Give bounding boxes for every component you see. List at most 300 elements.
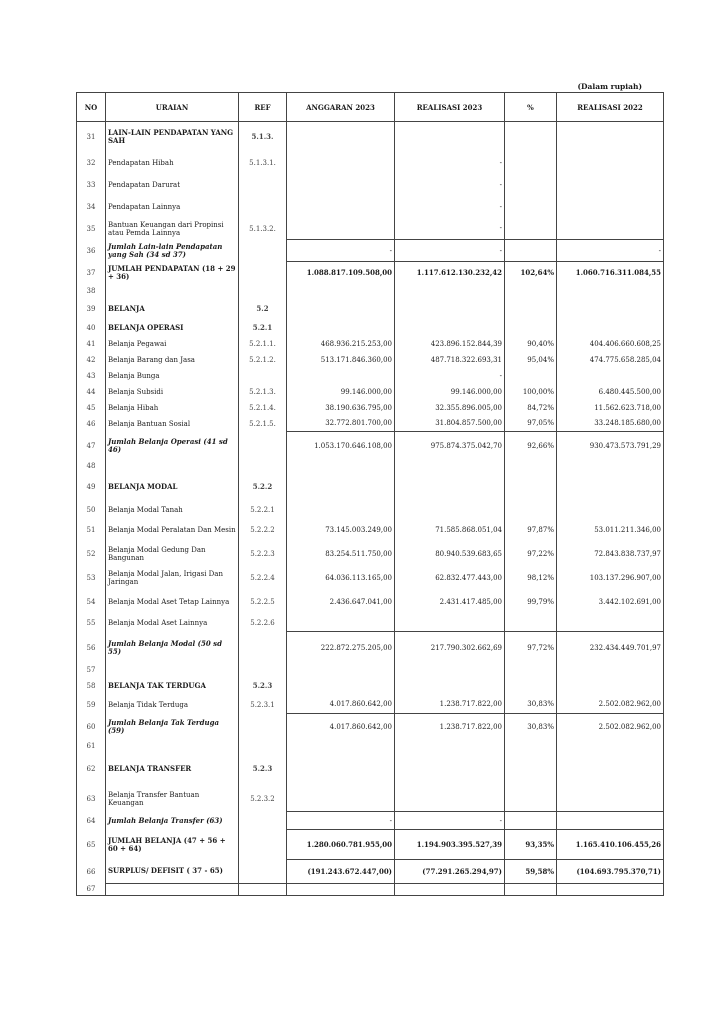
percentage-value (505, 460, 557, 472)
row-number: 34 (77, 196, 106, 218)
table-row (77, 860, 664, 884)
realization-2023-value (395, 284, 505, 298)
row-number: 45 (77, 400, 106, 416)
percentage-value (505, 284, 557, 298)
row-description: Jumlah Belanja Tak Terduga (59) (106, 714, 239, 740)
row-reference: 5.1.3.1. (239, 152, 287, 174)
row-number: 37 (77, 262, 106, 284)
row-description: Belanja Barang dan Jasa (106, 352, 239, 368)
row-number: 62 (77, 752, 106, 786)
row-reference: 5.2.3 (239, 752, 287, 786)
table-row (77, 614, 664, 632)
realization-2022-value: 11.562.623.718,00 (557, 400, 664, 416)
row-reference: 5.2.2.4 (239, 566, 287, 590)
budget-2023-value (287, 786, 395, 812)
table-row (77, 122, 664, 152)
row-number: 35 (77, 218, 106, 240)
row-number: 60 (77, 714, 106, 740)
budget-2023-value: - (287, 240, 395, 262)
row-reference (239, 368, 287, 384)
realization-2022-value (557, 502, 664, 518)
percentage-value: 30,83% (505, 714, 557, 740)
row-description: Belanja Modal Peralatan Dan Mesin (106, 518, 239, 542)
percentage-value: 97,22% (505, 542, 557, 566)
col-realisasi-header: REALISASI 2023 (395, 93, 505, 122)
table-row (77, 812, 664, 830)
table-row (77, 196, 664, 218)
row-number: 66 (77, 860, 106, 884)
realization-2022-value (557, 196, 664, 218)
row-number: 32 (77, 152, 106, 174)
row-number: 52 (77, 542, 106, 566)
row-reference: 5.2.1.5. (239, 416, 287, 432)
realization-2023-value: - (395, 152, 505, 174)
row-description: Belanja Transfer Bantuan Keuangan (106, 786, 239, 812)
realization-2022-value: 103.137.296.907,00 (557, 566, 664, 590)
row-reference: 5.2.2.6 (239, 614, 287, 632)
row-description: Jumlah Belanja Transfer (63) (106, 812, 239, 830)
table-row (77, 174, 664, 196)
row-reference: 5.2.2.3 (239, 542, 287, 566)
row-number: 65 (77, 830, 106, 860)
realization-2023-value (395, 122, 505, 152)
percentage-value (505, 740, 557, 752)
budget-2023-value: 468.936.215.253,00 (287, 336, 395, 352)
row-description: Pendapatan Lainnya (106, 196, 239, 218)
realization-2022-value (557, 752, 664, 786)
table-row (77, 240, 664, 262)
row-description: JUMLAH PENDAPATAN (18 + 29 + 36) (106, 262, 239, 284)
table-header (77, 93, 664, 122)
row-number: 55 (77, 614, 106, 632)
percentage-value (505, 884, 557, 896)
percentage-value (505, 786, 557, 812)
unit-note: (Dalam rupiah) (577, 82, 642, 91)
row-reference: 5.2.2 (239, 472, 287, 502)
budget-2023-value (287, 614, 395, 632)
table-row (77, 320, 664, 336)
realization-2022-value: 72.843.838.737,97 (557, 542, 664, 566)
realization-2023-value: - (395, 240, 505, 262)
table-row (77, 460, 664, 472)
row-description (106, 460, 239, 472)
row-number: 39 (77, 298, 106, 320)
row-number: 50 (77, 502, 106, 518)
realization-2023-value: - (395, 812, 505, 830)
row-number: 64 (77, 812, 106, 830)
row-reference (239, 240, 287, 262)
realization-2022-value: (104.693.795.370,71) (557, 860, 664, 884)
realization-2023-value (395, 884, 505, 896)
row-description: BELANJA MODAL (106, 472, 239, 502)
realization-2023-value (395, 752, 505, 786)
row-description: LAIN-LAIN PENDAPATAN YANG SAH (106, 122, 239, 152)
budget-2023-value: 99.146.000,00 (287, 384, 395, 400)
row-reference: 5.2.2.1 (239, 502, 287, 518)
table-row (77, 786, 664, 812)
row-number: 42 (77, 352, 106, 368)
table-row (77, 384, 664, 400)
realization-2023-value: 487.718.322.693,31 (395, 352, 505, 368)
table-row (77, 502, 664, 518)
row-reference (239, 460, 287, 472)
row-description: Belanja Modal Aset Lainnya (106, 614, 239, 632)
realization-2023-value (395, 786, 505, 812)
budget-realization-table (76, 92, 664, 896)
budget-2023-value (287, 122, 395, 152)
row-description (106, 284, 239, 298)
percentage-value (505, 752, 557, 786)
row-reference: 5.2.3 (239, 676, 287, 696)
row-reference (239, 812, 287, 830)
row-reference (239, 284, 287, 298)
budget-2023-value: (191.243.672.447,00) (287, 860, 395, 884)
row-reference (239, 196, 287, 218)
realization-2022-value (557, 368, 664, 384)
realization-2022-value (557, 218, 664, 240)
row-number: 36 (77, 240, 106, 262)
realization-2023-value: 1.238.717.822,00 (395, 696, 505, 714)
budget-2023-value: 32.772.801.700,00 (287, 416, 395, 432)
table-row (77, 298, 664, 320)
row-description: Belanja Hibah (106, 400, 239, 416)
percentage-value: 90,40% (505, 336, 557, 352)
row-description: Belanja Bantuan Sosial (106, 416, 239, 432)
row-reference (239, 174, 287, 196)
row-description (106, 664, 239, 676)
budget-2023-value: 2.436.647.041,00 (287, 590, 395, 614)
percentage-value (505, 614, 557, 632)
row-description: Bantuan Keuangan dari Propinsi atau Pemda Lainnya (106, 218, 239, 240)
realization-2023-value: 99.146.000,00 (395, 384, 505, 400)
row-description (106, 884, 239, 896)
budget-2023-value: 83.254.511.750,00 (287, 542, 395, 566)
budget-2023-value (287, 368, 395, 384)
realization-2022-value (557, 884, 664, 896)
table-row (77, 696, 664, 714)
table-row (77, 432, 664, 460)
row-description: SURPLUS/ DEFISIT ( 37 - 65) (106, 860, 239, 884)
percentage-value (505, 502, 557, 518)
row-description: Belanja Modal Jalan, Irigasi Dan Jaringan (106, 566, 239, 590)
realization-2022-value (557, 122, 664, 152)
row-reference (239, 884, 287, 896)
col-no-header: NO (77, 93, 106, 122)
row-reference (239, 740, 287, 752)
budget-2023-value (287, 676, 395, 696)
row-number: 57 (77, 664, 106, 676)
percentage-value: 97,72% (505, 632, 557, 664)
realization-2022-value: 232.434.449.701,97 (557, 632, 664, 664)
row-reference: 5.2.3.2 (239, 786, 287, 812)
budget-2023-value: 1.088.817.109.508,00 (287, 262, 395, 284)
budget-2023-value: 1.280.060.781.955,00 (287, 830, 395, 860)
budget-2023-value: 64.036.113.165,00 (287, 566, 395, 590)
budget-2023-value: 222.872.275.205,00 (287, 632, 395, 664)
realization-2022-value: 2.502.082.962,00 (557, 714, 664, 740)
row-reference (239, 830, 287, 860)
realization-2022-value (557, 664, 664, 676)
realization-2023-value (395, 676, 505, 696)
budget-2023-value (287, 174, 395, 196)
row-number: 47 (77, 432, 106, 460)
budget-2023-value (287, 664, 395, 676)
row-reference (239, 860, 287, 884)
row-reference: 5.2.1.4. (239, 400, 287, 416)
realization-2022-value (557, 472, 664, 502)
percentage-value (505, 240, 557, 262)
row-number: 33 (77, 174, 106, 196)
percentage-value: 84,72% (505, 400, 557, 416)
realization-2022-value (557, 174, 664, 196)
budget-2023-value: 513.171.846.360,00 (287, 352, 395, 368)
percentage-value (505, 122, 557, 152)
row-number: 40 (77, 320, 106, 336)
budget-2023-value: 4.017.860.642,00 (287, 714, 395, 740)
realization-2022-value (557, 460, 664, 472)
row-number: 41 (77, 336, 106, 352)
realization-2023-value: 80.940.539.683,65 (395, 542, 505, 566)
budget-2023-value: 4.017.860.642,00 (287, 696, 395, 714)
row-number: 58 (77, 676, 106, 696)
percentage-value (505, 368, 557, 384)
table-row (77, 518, 664, 542)
row-description: Pendapatan Hibah (106, 152, 239, 174)
percentage-value: 97,05% (505, 416, 557, 432)
percentage-value (505, 676, 557, 696)
row-description: Belanja Pegawai (106, 336, 239, 352)
percentage-value (505, 472, 557, 502)
percentage-value (505, 812, 557, 830)
table-row (77, 752, 664, 786)
table-row (77, 664, 664, 676)
row-number: 53 (77, 566, 106, 590)
row-description: Belanja Subsidi (106, 384, 239, 400)
budget-2023-value: 38.190.636.795,00 (287, 400, 395, 416)
realization-2023-value (395, 460, 505, 472)
table-row (77, 830, 664, 860)
percentage-value: 59,58% (505, 860, 557, 884)
realization-2022-value: 6.480.445.500,00 (557, 384, 664, 400)
table-row (77, 336, 664, 352)
row-number: 51 (77, 518, 106, 542)
percentage-value: 98,12% (505, 566, 557, 590)
row-reference: 5.2.1.1. (239, 336, 287, 352)
percentage-value: 95,04% (505, 352, 557, 368)
row-number: 67 (77, 884, 106, 896)
realization-2023-value: 62.832.477.443,00 (395, 566, 505, 590)
budget-2023-value (287, 298, 395, 320)
row-reference: 5.1.3.2. (239, 218, 287, 240)
row-reference: 5.2 (239, 298, 287, 320)
percentage-value (505, 298, 557, 320)
row-number: 38 (77, 284, 106, 298)
realization-2022-value (557, 786, 664, 812)
realization-2022-value: 53.011.211.346,00 (557, 518, 664, 542)
table-row (77, 352, 664, 368)
row-number: 59 (77, 696, 106, 714)
percentage-value: 92,66% (505, 432, 557, 460)
row-number: 56 (77, 632, 106, 664)
table-row (77, 472, 664, 502)
percentage-value (505, 152, 557, 174)
table-row (77, 284, 664, 298)
row-description: BELANJA TRANSFER (106, 752, 239, 786)
realization-2023-value: 2.431.417.485,00 (395, 590, 505, 614)
row-number: 44 (77, 384, 106, 400)
row-reference (239, 714, 287, 740)
realization-2023-value: 32.355.896.005,00 (395, 400, 505, 416)
col-percent-header: % (505, 93, 557, 122)
realization-2022-value (557, 152, 664, 174)
row-description: Jumlah Belanja Operasi (41 sd 46) (106, 432, 239, 460)
percentage-value: 93,35% (505, 830, 557, 860)
row-description: Belanja Modal Aset Tetap Lainnya (106, 590, 239, 614)
col-ref-header: REF (239, 93, 287, 122)
budget-2023-value (287, 196, 395, 218)
row-description: Jumlah Lain-lain Pendapatan yang Sah (34 sd 37) (106, 240, 239, 262)
table-row (77, 400, 664, 416)
row-description: Belanja Bunga (106, 368, 239, 384)
row-description: BELANJA TAK TERDUGA (106, 676, 239, 696)
row-reference (239, 262, 287, 284)
percentage-value (505, 174, 557, 196)
budget-2023-value: 73.145.003.249,00 (287, 518, 395, 542)
realization-2022-value (557, 284, 664, 298)
realization-2023-value: 217.790.302.662,69 (395, 632, 505, 664)
realization-2022-value (557, 812, 664, 830)
col-anggaran-header: ANGGARAN 2023 (287, 93, 395, 122)
table-row (77, 676, 664, 696)
budget-2023-value (287, 460, 395, 472)
col-realisasi-prev-header: REALISASI 2022 (557, 93, 664, 122)
table-row (77, 714, 664, 740)
row-description: BELANJA (106, 298, 239, 320)
realization-2022-value (557, 740, 664, 752)
row-number: 49 (77, 472, 106, 502)
budget-2023-value (287, 218, 395, 240)
row-number: 31 (77, 122, 106, 152)
row-description: Jumlah Belanja Modal (50 sd 55) (106, 632, 239, 664)
realization-2023-value (395, 740, 505, 752)
budget-2023-value (287, 502, 395, 518)
realization-2023-value (395, 298, 505, 320)
row-reference: 5.2.3.1 (239, 696, 287, 714)
table-row (77, 152, 664, 174)
col-uraian-header: URAIAN (106, 93, 239, 122)
table-row (77, 566, 664, 590)
row-reference: 5.2.1.3. (239, 384, 287, 400)
table-row (77, 884, 664, 896)
percentage-value: 102,64% (505, 262, 557, 284)
table-row (77, 542, 664, 566)
row-reference: 5.2.2.2 (239, 518, 287, 542)
percentage-value (505, 664, 557, 676)
table-row (77, 740, 664, 752)
row-number: 46 (77, 416, 106, 432)
realization-2023-value: - (395, 174, 505, 196)
realization-2023-value: 31.804.857.500,00 (395, 416, 505, 432)
row-reference: 5.2.1 (239, 320, 287, 336)
realization-2022-value (557, 298, 664, 320)
row-number: 61 (77, 740, 106, 752)
budget-2023-value (287, 740, 395, 752)
percentage-value: 30,83% (505, 696, 557, 714)
realization-2023-value: 975.874.375.042,70 (395, 432, 505, 460)
budget-2023-value: - (287, 812, 395, 830)
budget-2023-value (287, 884, 395, 896)
row-description: Pendapatan Darurat (106, 174, 239, 196)
row-description (106, 740, 239, 752)
realization-2023-value: 423.896.152.844,39 (395, 336, 505, 352)
realization-2022-value: 3.442.102.691,00 (557, 590, 664, 614)
budget-2023-value (287, 472, 395, 502)
realization-2023-value: 71.585.868.051,04 (395, 518, 505, 542)
percentage-value: 99,79% (505, 590, 557, 614)
realization-2023-value: - (395, 218, 505, 240)
row-description: JUMLAH BELANJA (47 + 56 + 60 + 64) (106, 830, 239, 860)
percentage-value: 97,87% (505, 518, 557, 542)
budget-2023-value (287, 320, 395, 336)
row-description: Belanja Tidak Terduga (106, 696, 239, 714)
realization-2022-value: 930.473.573.791,29 (557, 432, 664, 460)
table-row (77, 632, 664, 664)
realization-2022-value (557, 614, 664, 632)
realization-2022-value: 1.165.410.106.455,26 (557, 830, 664, 860)
realization-2022-value: - (557, 240, 664, 262)
row-reference (239, 632, 287, 664)
budget-2023-value (287, 284, 395, 298)
row-reference: 5.2.2.5 (239, 590, 287, 614)
realization-2022-value: 33.248.185.680,00 (557, 416, 664, 432)
row-number: 48 (77, 460, 106, 472)
budget-2023-value: 1.053.170.646.108,00 (287, 432, 395, 460)
row-number: 43 (77, 368, 106, 384)
row-reference: 5.2.1.2. (239, 352, 287, 368)
realization-2023-value (395, 320, 505, 336)
realization-2022-value: 404.406.660.608,25 (557, 336, 664, 352)
table-row (77, 218, 664, 240)
budget-2023-value (287, 752, 395, 786)
row-reference (239, 432, 287, 460)
table-row (77, 590, 664, 614)
realization-2023-value: (77.291.265.294,97) (395, 860, 505, 884)
row-number: 54 (77, 590, 106, 614)
row-reference (239, 664, 287, 676)
realization-2023-value: 1.194.903.395.527,39 (395, 830, 505, 860)
realization-2023-value: - (395, 368, 505, 384)
percentage-value (505, 196, 557, 218)
table-row (77, 368, 664, 384)
percentage-value: 100,00% (505, 384, 557, 400)
realization-2022-value (557, 320, 664, 336)
realization-2023-value (395, 472, 505, 502)
realization-2022-value (557, 676, 664, 696)
realization-2023-value (395, 614, 505, 632)
percentage-value (505, 320, 557, 336)
row-description: Belanja Modal Gedung Dan Bangunan (106, 542, 239, 566)
budget-2023-value (287, 152, 395, 174)
percentage-value (505, 218, 557, 240)
realization-2022-value: 474.775.658.285,04 (557, 352, 664, 368)
row-description: BELANJA OPERASI (106, 320, 239, 336)
realization-2023-value (395, 502, 505, 518)
realization-2023-value (395, 664, 505, 676)
table-row (77, 416, 664, 432)
realization-2022-value: 1.060.716.311.084,55 (557, 262, 664, 284)
realization-2023-value: - (395, 196, 505, 218)
realization-2023-value: 1.117.612.130.232,42 (395, 262, 505, 284)
